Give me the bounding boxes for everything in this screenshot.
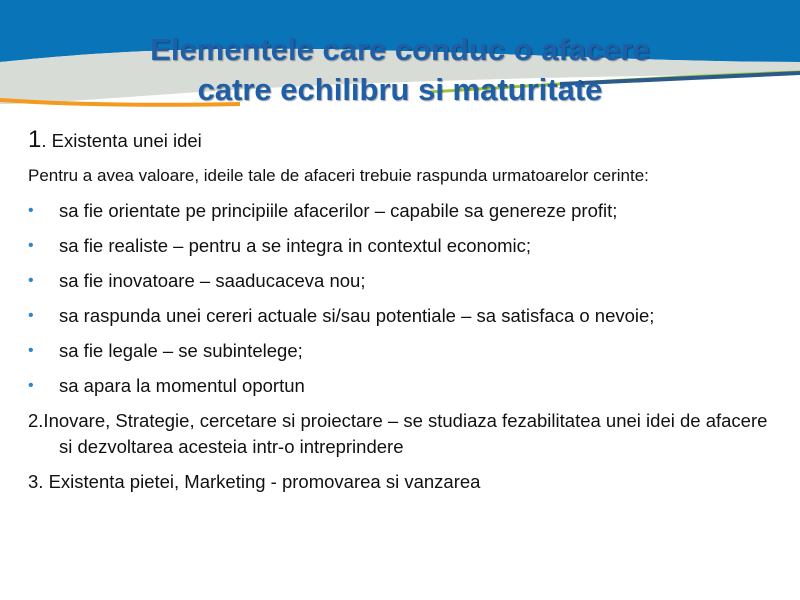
section-2-text: 2.Inovare, Strategie, cercetare si proiectare – se studiaza fezabilitatea unei idei de afacere si dezvoltarea acesteia intr-o intreprindere <box>28 410 768 457</box>
section-3-text: 3. Existenta pietei, Marketing - promovarea si vanzarea <box>28 471 481 492</box>
bullet-icon: • <box>28 377 34 394</box>
list-item-text: sa apara la momentul oportun <box>59 375 305 396</box>
list-item <box>28 303 778 329</box>
list-item <box>28 338 778 364</box>
list-item <box>28 198 778 224</box>
bullet-icon: • <box>28 237 34 254</box>
bullet-icon: • <box>28 307 34 324</box>
list-item-text: sa fie orientate pe principiile afacerilor – capabile sa genereze profit; <box>59 200 618 221</box>
list-item <box>28 268 778 294</box>
list-item-text: sa fie legale – se subintelege; <box>59 340 303 361</box>
slide-title <box>0 30 800 110</box>
title-line-2: catre echilibru si maturitate <box>197 72 603 107</box>
requirements-list <box>28 198 778 399</box>
bullet-icon: • <box>28 342 34 359</box>
intro-paragraph: Pentru a avea valoare, ideile tale de afaceri trebuie raspunda urmatoarelor cerinte: <box>28 166 649 185</box>
slide-content <box>28 127 778 504</box>
section-1-heading <box>28 127 778 154</box>
bullet-icon: • <box>28 202 34 219</box>
section-1-number: 1 <box>28 126 42 153</box>
list-item-text: sa fie inovatoare – saaducaceva nou; <box>59 270 366 291</box>
bullet-icon: • <box>28 272 34 289</box>
section-1-heading-text: . Existenta unei idei <box>41 130 202 151</box>
list-item <box>28 233 778 259</box>
list-item-text: sa fie realiste – pentru a se integra in contextul economic; <box>59 235 532 256</box>
list-item-text: sa raspunda unei cereri actuale si/sau potentiale – sa satisfaca o nevoie; <box>59 305 655 326</box>
title-line-1: Elementele care conduc o afacere <box>150 32 650 67</box>
list-item <box>28 373 778 399</box>
